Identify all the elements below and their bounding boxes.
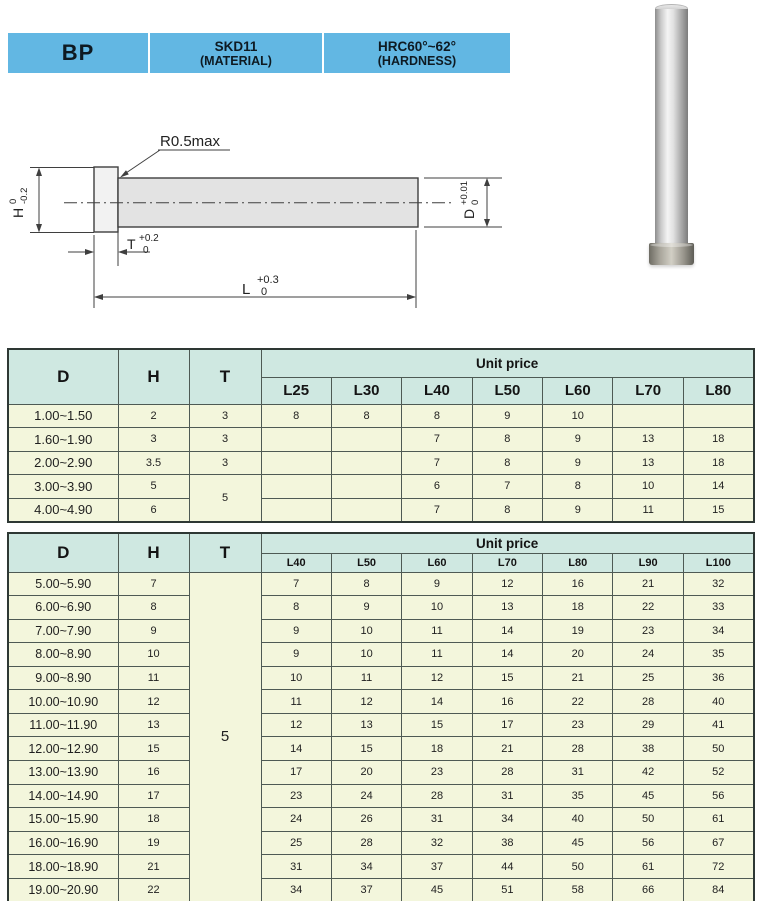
product-code-box — [8, 33, 148, 73]
technical-drawing — [0, 103, 540, 328]
price-cell: 84 — [683, 878, 753, 901]
length-col-header: L80 — [683, 377, 753, 404]
price-cell: 7 — [402, 451, 472, 475]
h-value-cell: 17 — [118, 784, 189, 808]
price-cell: 28 — [613, 690, 683, 714]
hardness-box — [324, 33, 510, 73]
price-cell: 8 — [543, 475, 613, 499]
price-cell — [261, 475, 331, 499]
price-cell — [261, 451, 331, 475]
price-cell: 8 — [261, 596, 331, 620]
table-row — [8, 690, 754, 714]
table-row — [8, 666, 754, 690]
hardness-label: (HARDNESS) — [377, 53, 457, 68]
h-value-cell: 8 — [118, 596, 189, 620]
length-col-header: L60 — [543, 377, 613, 404]
d-range-cell: 2.00~2.90 — [8, 451, 118, 475]
price-cell — [331, 451, 401, 475]
length-col-header: L80 — [543, 553, 613, 572]
h-arrow-up — [36, 168, 42, 177]
col-header-h: H — [118, 533, 189, 572]
h-arrow-down — [36, 224, 42, 233]
price-cell: 16 — [543, 572, 613, 596]
table-row — [8, 404, 754, 428]
material-value: SKD11 — [214, 38, 258, 54]
price-cell: 10 — [331, 643, 401, 667]
table-row — [8, 596, 754, 620]
price-cell: 12 — [402, 666, 472, 690]
h-value-cell: 7 — [118, 572, 189, 596]
price-cell: 9 — [543, 451, 613, 475]
price-cell: 8 — [331, 572, 401, 596]
price-cell: 11 — [402, 643, 472, 667]
h-value-cell: 5 — [118, 475, 189, 499]
length-col-header: L70 — [472, 553, 542, 572]
col-header-t: T — [189, 349, 261, 404]
price-cell: 52 — [683, 761, 753, 785]
table-row — [8, 619, 754, 643]
pin-head — [649, 243, 694, 265]
d-arrow-down — [484, 219, 490, 227]
price-cell: 50 — [683, 737, 753, 761]
price-cell: 21 — [613, 572, 683, 596]
table-row — [8, 475, 754, 499]
radius-leader-line — [123, 150, 160, 175]
length-col-header: L50 — [472, 377, 542, 404]
price-cell: 37 — [402, 855, 472, 879]
price-cell: 40 — [683, 690, 753, 714]
price-cell: 13 — [613, 451, 683, 475]
d-arrow-up — [484, 178, 490, 186]
price-table-small-diameters — [7, 348, 755, 523]
h-value-cell: 22 — [118, 878, 189, 901]
price-cell: 7 — [472, 475, 542, 499]
price-cell: 50 — [613, 808, 683, 832]
price-cell: 31 — [261, 855, 331, 879]
price-cell: 17 — [261, 761, 331, 785]
price-cell: 20 — [543, 643, 613, 667]
d-range-cell: 19.00~20.90 — [8, 878, 118, 901]
h-dim-label — [8, 188, 30, 218]
price-cell: 31 — [543, 761, 613, 785]
price-table-large-diameters — [7, 532, 755, 901]
material-label: (MATERIAL) — [200, 53, 272, 68]
length-col-header: L50 — [331, 553, 401, 572]
price-cell: 20 — [331, 761, 401, 785]
h-value-cell: 10 — [118, 643, 189, 667]
price-cell: 23 — [261, 784, 331, 808]
t-dim-label — [127, 233, 159, 256]
pin-shaft — [655, 9, 688, 245]
t-value-cell: 3 — [189, 451, 261, 475]
price-cell: 23 — [543, 713, 613, 737]
price-cell: 45 — [402, 878, 472, 901]
d-range-cell: 3.00~3.90 — [8, 475, 118, 499]
price-cell — [261, 428, 331, 452]
price-cell: 10 — [402, 596, 472, 620]
price-cell: 10 — [613, 475, 683, 499]
t-value-cell: 5 — [189, 475, 261, 522]
price-cell: 14 — [683, 475, 753, 499]
price-cell: 45 — [543, 831, 613, 855]
table-row — [8, 572, 754, 596]
length-col-header: L40 — [261, 553, 331, 572]
price-cell: 38 — [472, 831, 542, 855]
price-cell: 56 — [613, 831, 683, 855]
price-cell: 32 — [402, 831, 472, 855]
price-cell: 67 — [683, 831, 753, 855]
price-cell: 10 — [543, 404, 613, 428]
svg-text:+0.01: +0.01 — [459, 180, 470, 205]
price-cell: 11 — [613, 498, 683, 522]
price-cell — [331, 428, 401, 452]
svg-text:0: 0 — [261, 286, 268, 298]
price-cell: 41 — [683, 713, 753, 737]
d-range-cell: 5.00~5.90 — [8, 572, 118, 596]
t-value-cell: 3 — [189, 404, 261, 428]
price-cell: 51 — [472, 878, 542, 901]
price-cell: 22 — [613, 596, 683, 620]
radius-callout: R0.5max — [160, 133, 221, 150]
price-cell: 50 — [543, 855, 613, 879]
l-arrow-right — [407, 294, 416, 300]
price-cell: 40 — [543, 808, 613, 832]
price-cell: 6 — [402, 475, 472, 499]
price-cell: 15 — [472, 666, 542, 690]
price-cell: 61 — [613, 855, 683, 879]
price-cell: 33 — [683, 596, 753, 620]
svg-text:L: L — [242, 281, 251, 298]
d-range-cell: 12.00~12.90 — [8, 737, 118, 761]
price-cell: 37 — [331, 878, 401, 901]
price-cell: 45 — [613, 784, 683, 808]
price-cell: 9 — [331, 596, 401, 620]
price-cell: 11 — [402, 619, 472, 643]
price-cell: 56 — [683, 784, 753, 808]
price-cell: 61 — [683, 808, 753, 832]
price-cell: 42 — [613, 761, 683, 785]
price-cell: 7 — [402, 498, 472, 522]
price-cell: 16 — [472, 690, 542, 714]
price-cell: 15 — [402, 713, 472, 737]
length-col-header: L100 — [683, 553, 753, 572]
price-cell: 28 — [402, 784, 472, 808]
d-range-cell: 15.00~15.90 — [8, 808, 118, 832]
table-row — [8, 451, 754, 475]
t-arrow-right-tip — [85, 249, 94, 255]
price-cell: 9 — [472, 404, 542, 428]
price-cell: 17 — [472, 713, 542, 737]
svg-text:D: D — [461, 208, 477, 219]
table-row — [8, 784, 754, 808]
price-cell: 66 — [613, 878, 683, 901]
price-cell: 11 — [331, 666, 401, 690]
h-value-cell: 13 — [118, 713, 189, 737]
price-cell — [331, 475, 401, 499]
price-cell: 44 — [472, 855, 542, 879]
price-cell: 28 — [472, 761, 542, 785]
price-cell: 28 — [331, 831, 401, 855]
length-col-header: L70 — [613, 377, 683, 404]
price-cell: 21 — [543, 666, 613, 690]
price-cell: 11 — [261, 690, 331, 714]
price-cell: 9 — [261, 643, 331, 667]
t-arrow-left-tip — [118, 249, 127, 255]
price-cell: 25 — [261, 831, 331, 855]
price-cell: 32 — [683, 572, 753, 596]
price-cell: 26 — [331, 808, 401, 832]
price-cell: 28 — [543, 737, 613, 761]
price-cell: 34 — [261, 878, 331, 901]
price-cell: 31 — [472, 784, 542, 808]
price-cell: 8 — [472, 498, 542, 522]
price-cell: 7 — [261, 572, 331, 596]
price-cell: 12 — [261, 713, 331, 737]
d-range-cell: 11.00~11.90 — [8, 713, 118, 737]
price-cell: 8 — [261, 404, 331, 428]
pin-photo — [630, 0, 760, 290]
length-col-header: L25 — [261, 377, 331, 404]
price-cell — [261, 498, 331, 522]
price-cell: 19 — [543, 619, 613, 643]
unit-price-header: Unit price — [261, 349, 754, 377]
col-header-h: H — [118, 349, 189, 404]
table-row — [8, 808, 754, 832]
price-cell: 24 — [261, 808, 331, 832]
price-cell: 14 — [402, 690, 472, 714]
h-value-cell: 9 — [118, 619, 189, 643]
price-cell: 34 — [331, 855, 401, 879]
pin-head-profile — [94, 167, 118, 232]
price-cell: 31 — [402, 808, 472, 832]
d-range-cell: 7.00~7.90 — [8, 619, 118, 643]
price-cell: 9 — [543, 498, 613, 522]
l-dim-label — [242, 274, 279, 298]
price-cell: 23 — [402, 761, 472, 785]
d-dim-label — [459, 181, 481, 219]
price-cell: 10 — [331, 619, 401, 643]
price-cell: 14 — [472, 643, 542, 667]
material-box — [150, 33, 322, 73]
h-value-cell: 16 — [118, 761, 189, 785]
d-range-cell: 6.00~6.90 — [8, 596, 118, 620]
price-cell: 7 — [402, 428, 472, 452]
price-cell: 24 — [331, 784, 401, 808]
svg-text:H: H — [10, 207, 26, 218]
price-cell: 38 — [613, 737, 683, 761]
price-cell: 25 — [613, 666, 683, 690]
price-cell: 21 — [472, 737, 542, 761]
table-row — [8, 643, 754, 667]
l-arrow-left — [94, 294, 103, 300]
price-cell: 13 — [472, 596, 542, 620]
price-cell: 18 — [402, 737, 472, 761]
price-cell: 13 — [613, 428, 683, 452]
table-row — [8, 855, 754, 879]
h-value-cell: 19 — [118, 831, 189, 855]
h-value-cell: 3.5 — [118, 451, 189, 475]
col-header-t: T — [189, 533, 261, 572]
d-range-cell: 18.00~18.90 — [8, 855, 118, 879]
price-cell: 9 — [402, 572, 472, 596]
h-value-cell: 12 — [118, 690, 189, 714]
t-value-cell: 5 — [189, 572, 261, 901]
svg-text:0: 0 — [8, 198, 19, 204]
h-value-cell: 15 — [118, 737, 189, 761]
price-cell: 15 — [331, 737, 401, 761]
d-range-cell: 1.00~1.50 — [8, 404, 118, 428]
price-cell: 58 — [543, 878, 613, 901]
price-cell: 72 — [683, 855, 753, 879]
price-cell: 13 — [331, 713, 401, 737]
table-row — [8, 428, 754, 452]
price-cell: 23 — [613, 619, 683, 643]
length-col-header: L40 — [402, 377, 472, 404]
d-range-cell: 16.00~16.90 — [8, 831, 118, 855]
t-value-cell: 3 — [189, 428, 261, 452]
h-value-cell: 2 — [118, 404, 189, 428]
table-row — [8, 713, 754, 737]
price-cell: 34 — [472, 808, 542, 832]
d-range-cell: 14.00~14.90 — [8, 784, 118, 808]
svg-text:-0.2: -0.2 — [19, 187, 30, 204]
d-range-cell: 13.00~13.90 — [8, 761, 118, 785]
hardness-value: HRC60°~62° — [378, 38, 456, 54]
col-header-d: D — [8, 533, 118, 572]
price-cell: 10 — [261, 666, 331, 690]
price-cell — [331, 498, 401, 522]
price-cell — [683, 404, 753, 428]
price-cell — [613, 404, 683, 428]
price-cell: 36 — [683, 666, 753, 690]
price-cell: 18 — [683, 451, 753, 475]
table-row — [8, 878, 754, 901]
length-col-header: L90 — [613, 553, 683, 572]
price-cell: 35 — [543, 784, 613, 808]
d-range-cell: 9.00~8.90 — [8, 666, 118, 690]
price-cell: 29 — [613, 713, 683, 737]
col-header-d: D — [8, 349, 118, 404]
price-cell: 9 — [543, 428, 613, 452]
d-range-cell: 1.60~1.90 — [8, 428, 118, 452]
price-cell: 8 — [472, 451, 542, 475]
price-cell: 24 — [613, 643, 683, 667]
price-cell: 8 — [331, 404, 401, 428]
product-header — [8, 33, 510, 73]
table-row — [8, 498, 754, 522]
price-cell: 8 — [402, 404, 472, 428]
h-value-cell: 21 — [118, 855, 189, 879]
h-value-cell: 6 — [118, 498, 189, 522]
price-cell: 9 — [261, 619, 331, 643]
unit-price-header: Unit price — [261, 533, 754, 553]
price-cell: 35 — [683, 643, 753, 667]
product-code: BP — [61, 40, 95, 65]
table-row — [8, 737, 754, 761]
price-cell: 14 — [472, 619, 542, 643]
price-cell: 8 — [472, 428, 542, 452]
svg-text:+0.3: +0.3 — [257, 274, 279, 286]
price-cell: 15 — [683, 498, 753, 522]
price-cell: 34 — [683, 619, 753, 643]
price-cell: 14 — [261, 737, 331, 761]
length-col-header: L60 — [402, 553, 472, 572]
svg-text:0: 0 — [470, 199, 481, 205]
price-cell: 12 — [472, 572, 542, 596]
price-cell: 22 — [543, 690, 613, 714]
d-range-cell: 8.00~8.90 — [8, 643, 118, 667]
table-row — [8, 761, 754, 785]
svg-text:+0.2: +0.2 — [139, 233, 159, 244]
h-value-cell: 3 — [118, 428, 189, 452]
table-row — [8, 831, 754, 855]
svg-text:T: T — [127, 236, 136, 252]
price-cell: 12 — [331, 690, 401, 714]
d-range-cell: 4.00~4.90 — [8, 498, 118, 522]
price-cell: 18 — [543, 596, 613, 620]
svg-text:0: 0 — [143, 245, 149, 256]
price-cell: 18 — [683, 428, 753, 452]
d-range-cell: 10.00~10.90 — [8, 690, 118, 714]
h-value-cell: 18 — [118, 808, 189, 832]
length-col-header: L30 — [331, 377, 401, 404]
h-value-cell: 11 — [118, 666, 189, 690]
